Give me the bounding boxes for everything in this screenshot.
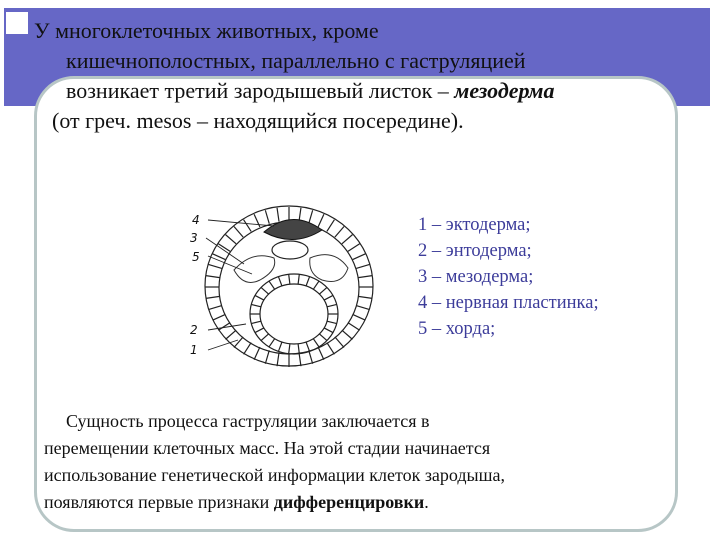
cell-wall [342,330,353,339]
legend-list [418,212,599,342]
diagram-label-2: 2 [190,323,198,337]
cell-wall [318,214,324,227]
cell-wall [309,350,313,363]
cell-wall [358,296,372,298]
cell-wall [353,314,366,320]
cell-wall [309,210,313,223]
cell-wall [313,339,319,347]
cell-wall [358,276,372,278]
cell-wall [348,244,360,252]
cell-wall [269,281,275,289]
cell-wall [356,306,369,310]
cell-wall [319,287,326,294]
cell-wall [327,321,337,323]
cell-wall [234,337,243,348]
cell-wall [289,274,290,284]
cell-wall [318,347,324,360]
slide-title [34,16,694,136]
title-line-2: кишечнополостных, параллельно с гаструляцией [66,48,526,73]
summary-line-4 [44,489,674,516]
accent-square [6,12,28,34]
cell-wall [226,330,237,339]
cell-wall [324,295,333,300]
notochord [272,241,308,259]
cell-wall [277,352,279,366]
inner-cell-ring [250,274,338,354]
cell-wall [251,321,261,323]
cell-wall [353,254,366,260]
legend-item-ectoderm: 1 – эктодерма; [418,215,531,235]
diagram-label-5: 5 [192,250,200,264]
cell-wall [208,264,221,268]
cell-wall [244,343,252,355]
cell-wall [244,220,252,232]
summary-line-4-prefix: появляются первые признаки [44,492,274,512]
summary-line-4-suffix: . [424,492,429,512]
summary-line-2: перемещении клеточных масс. На этой стадии начинается [44,438,491,458]
cell-wall [226,235,237,244]
cell-wall [327,343,335,355]
cell-wall [265,350,269,363]
cell-wall [306,342,310,351]
cell-wall [261,287,268,294]
cell-wall [335,227,344,238]
title-line-1: У многоклеточных животных, кроме [34,18,379,43]
cell-wall [261,334,268,341]
cell-wall [255,295,264,300]
mesoderm-term: мезодерма [454,78,555,103]
cell-wall [255,328,264,333]
cell-wall [298,274,299,284]
cell-wall [265,210,269,223]
cell-wall [269,339,275,347]
cell-wall [251,304,261,306]
cell-wall [298,344,299,354]
cell-wall [208,306,221,310]
cell-wall [313,281,319,289]
embryo-cross-section-diagram [182,200,382,372]
cell-wall [342,235,353,244]
cell-wall [356,264,369,268]
cell-wall [299,352,301,366]
cell-wall [234,227,243,238]
title-line-3-prefix: возникает третий зародышевый листок – [66,78,455,103]
cell-wall [319,334,326,341]
cell-wall [206,276,220,278]
summary-line-1: Сущность процесса гаструляции заключается в [66,411,430,431]
diagram-label-1: 1 [190,343,198,357]
cell-wall [327,304,337,306]
differentiation-term: дифференцировки [273,492,425,512]
cell-wall [277,208,279,222]
cell-wall [206,296,220,298]
legend-item-endoderm: 2 – энтодерма; [418,241,532,261]
diagram-label-4: 4 [192,213,200,227]
cell-wall [278,342,282,351]
cell-wall [213,314,226,320]
neural-plate [264,219,322,239]
diagram-label-3: 3 [190,231,198,245]
title-line-3 [34,76,694,106]
legend-item-mesoderm: 3 – мезодерма; [418,267,534,287]
cell-wall [254,347,260,360]
cell-wall [348,323,360,331]
cell-wall [335,337,344,348]
cell-wall [327,220,335,232]
cell-wall [306,277,310,286]
cell-wall [289,344,290,354]
title-line-4: (от греч. mesos – находящийся посередине). [52,108,464,133]
legend-item-notochord: 5 – хорда; [418,319,496,339]
summary-line-3: использование генетической информации клеток зародыша, [44,465,506,485]
cell-wall [324,328,333,333]
legend-item-neural-plate: 4 – нервная пластинка; [418,293,599,313]
cell-wall [278,277,282,286]
summary-text [44,408,674,516]
